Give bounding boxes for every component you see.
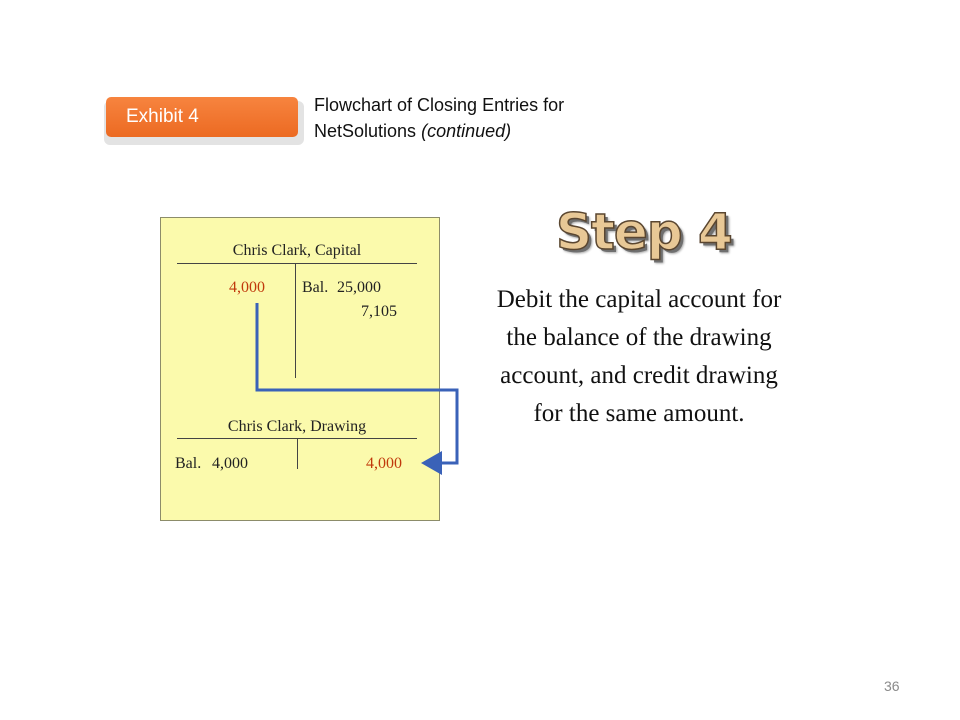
exhibit-title-line1: Flowchart of Closing Entries for <box>314 95 565 115</box>
drawing-balance-label: Bal. <box>175 455 202 472</box>
page-number: 36 <box>884 678 900 694</box>
exhibit-badge: Exhibit 4 <box>106 97 298 137</box>
drawing-balance-amount: 4,000 <box>212 455 248 472</box>
capital-balance-amount: 25,000 <box>337 279 381 296</box>
closing-entry-arrow-path <box>257 303 457 463</box>
drawing-account-title: Chris Clark, Drawing <box>227 418 367 435</box>
capital-account-title: Chris Clark, Capital <box>232 242 362 259</box>
step-heading: Step 4 <box>556 203 732 261</box>
drawing-credit-amount: 4,000 <box>366 455 402 472</box>
exhibit-title-continued: (continued) <box>421 121 512 141</box>
capital-credit-entry: 7,105 <box>361 303 397 320</box>
capital-debit-amount: 4,000 <box>229 279 265 296</box>
capital-balance-label: Bal. <box>302 279 329 296</box>
exhibit-title-company: NetSolutions <box>314 121 417 141</box>
step-description: Debit the capital account for the balance of the drawing account, and credit drawing for the same amount. <box>496 286 782 427</box>
